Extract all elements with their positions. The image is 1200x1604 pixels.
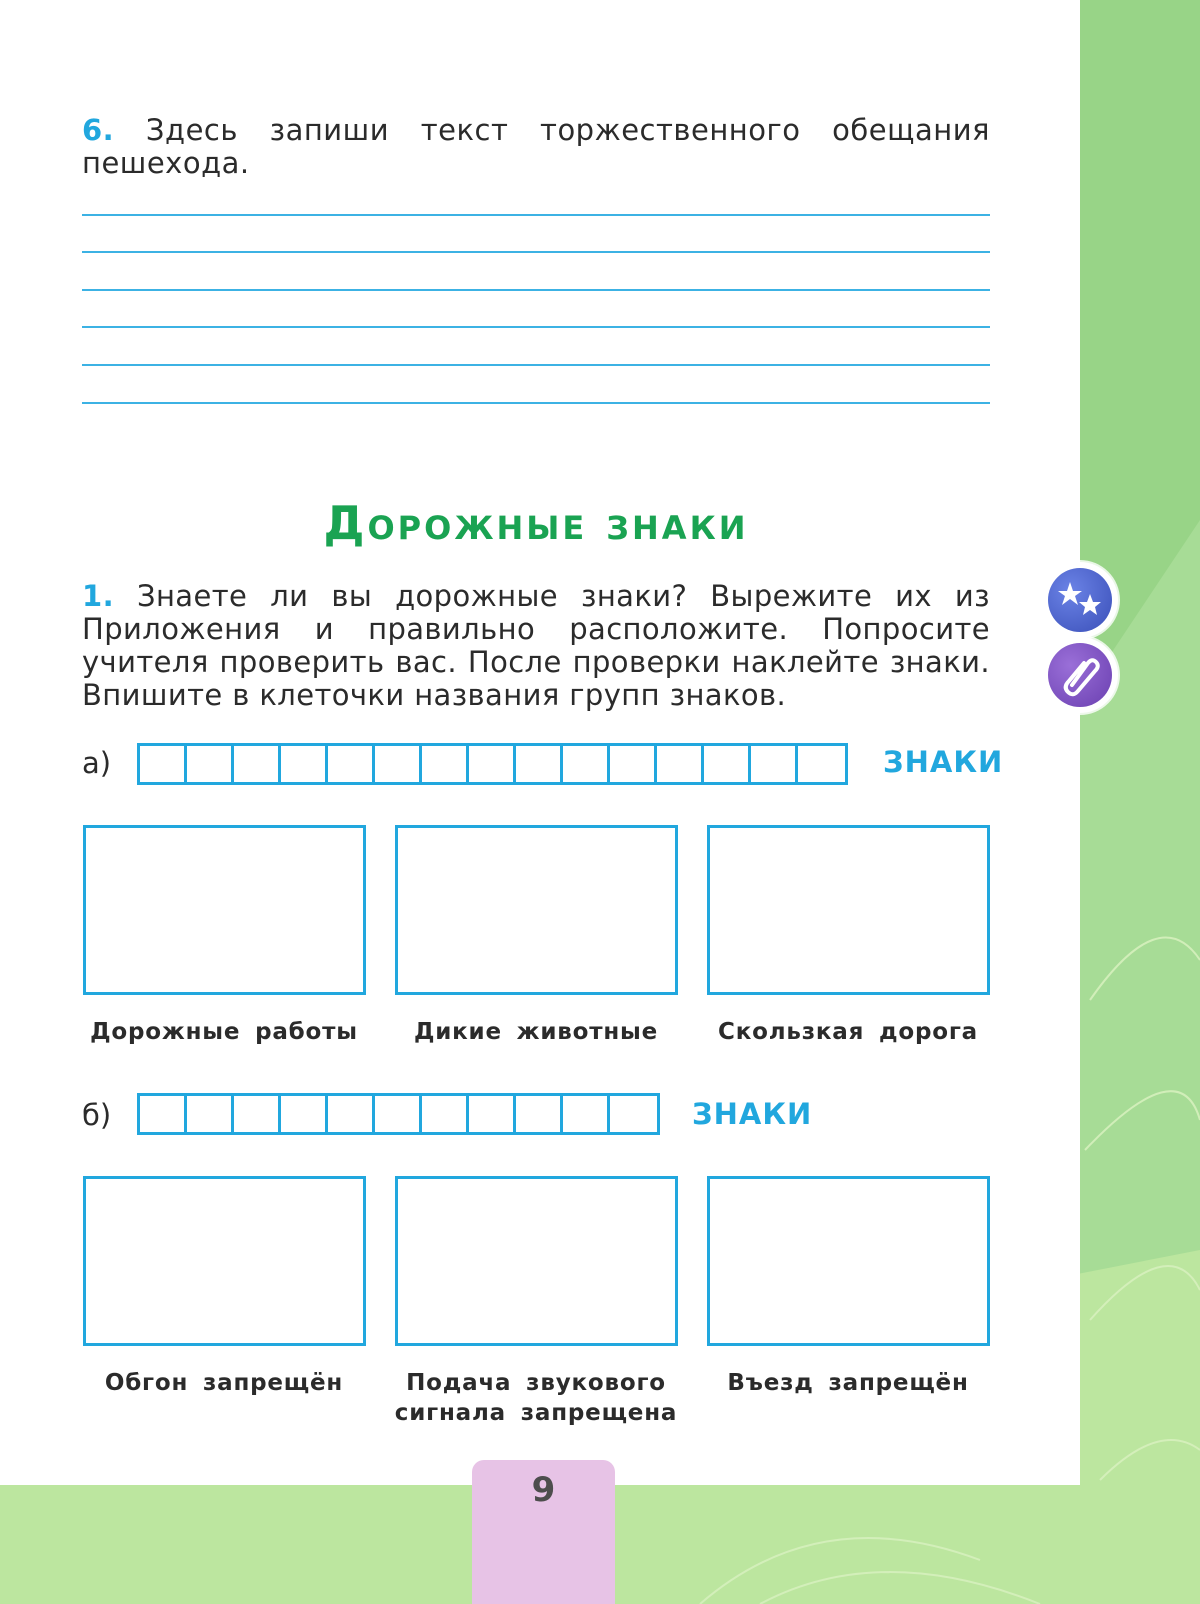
letter-cell[interactable] <box>140 1096 187 1132</box>
group-b-suffix: ЗНАКИ <box>692 1097 813 1131</box>
sign-sticker-box[interactable] <box>707 1176 990 1346</box>
task-1 <box>82 580 990 712</box>
sign-caption: Обгон запрещён <box>104 1370 344 1396</box>
writing-line[interactable] <box>82 364 990 366</box>
letter-cell[interactable] <box>422 1096 469 1132</box>
sign-caption: Подача звукового сигнала запрещена <box>394 1370 678 1426</box>
task-text: Знаете ли вы дорожные знаки? Вырежите их из Приложения и правильно расположите. Попросите учителя проверить вас. После проверки наклейте знаки. Впишите в клеточки названия групп знаков. <box>82 579 990 712</box>
letter-cell[interactable] <box>281 746 328 782</box>
letter-cell[interactable] <box>328 1096 375 1132</box>
task-number: 6. <box>82 113 115 147</box>
group-b-letter: б) <box>82 1098 112 1132</box>
task-6 <box>82 114 990 180</box>
task-text: Здесь запиши текст торжественного обещания пешехода. <box>82 113 990 180</box>
section-title: Дорожные знаки <box>323 496 749 550</box>
group-a-letter-cells[interactable] <box>137 743 848 785</box>
letter-cell[interactable] <box>375 1096 422 1132</box>
sign-sticker-box[interactable] <box>83 1176 366 1346</box>
sign-sticker-box[interactable] <box>395 1176 678 1346</box>
sign-caption: Дикие животные <box>413 1019 659 1045</box>
stars-icon <box>1048 568 1112 632</box>
letter-cell[interactable] <box>469 1096 516 1132</box>
sign-sticker-box[interactable] <box>395 825 678 995</box>
writing-line[interactable] <box>82 402 990 404</box>
letter-cell[interactable] <box>281 1096 328 1132</box>
sign-caption: Дорожные работы <box>90 1019 358 1045</box>
task-number: 1. <box>82 579 114 613</box>
letter-cell[interactable] <box>563 1096 610 1132</box>
letter-cell[interactable] <box>375 746 422 782</box>
letter-cell[interactable] <box>798 746 845 782</box>
page-number-tab <box>472 1460 615 1604</box>
letter-cell[interactable] <box>610 1096 657 1132</box>
writing-line[interactable] <box>82 214 990 216</box>
letter-cell[interactable] <box>187 746 234 782</box>
letter-cell[interactable] <box>234 746 281 782</box>
stars-badge[interactable] <box>1042 562 1118 638</box>
writing-line[interactable] <box>82 251 990 253</box>
letter-cell[interactable] <box>187 1096 234 1132</box>
letter-cell[interactable] <box>422 746 469 782</box>
group-b-letter-cells[interactable] <box>137 1093 660 1135</box>
paperclip-icon <box>1048 643 1112 707</box>
letter-cell[interactable] <box>516 1096 563 1132</box>
group-a-suffix: ЗНАКИ <box>883 745 1004 779</box>
letter-cell[interactable] <box>610 746 657 782</box>
sign-sticker-box[interactable] <box>83 825 366 995</box>
letter-cell[interactable] <box>328 746 375 782</box>
page-number: 9 <box>531 1470 556 1510</box>
letter-cell[interactable] <box>704 746 751 782</box>
letter-cell[interactable] <box>516 746 563 782</box>
paperclip-badge[interactable] <box>1042 637 1118 713</box>
letter-cell[interactable] <box>140 746 187 782</box>
letter-cell[interactable] <box>469 746 516 782</box>
sign-caption: Скользкая дорога <box>718 1019 978 1045</box>
letter-cell[interactable] <box>234 1096 281 1132</box>
letter-cell[interactable] <box>751 746 798 782</box>
writing-line[interactable] <box>82 326 990 328</box>
sign-caption: Въезд запрещён <box>727 1370 969 1396</box>
letter-cell[interactable] <box>657 746 704 782</box>
letter-cell[interactable] <box>563 746 610 782</box>
group-a-letter: а) <box>82 746 112 780</box>
sign-sticker-box[interactable] <box>707 825 990 995</box>
writing-line[interactable] <box>82 289 990 291</box>
